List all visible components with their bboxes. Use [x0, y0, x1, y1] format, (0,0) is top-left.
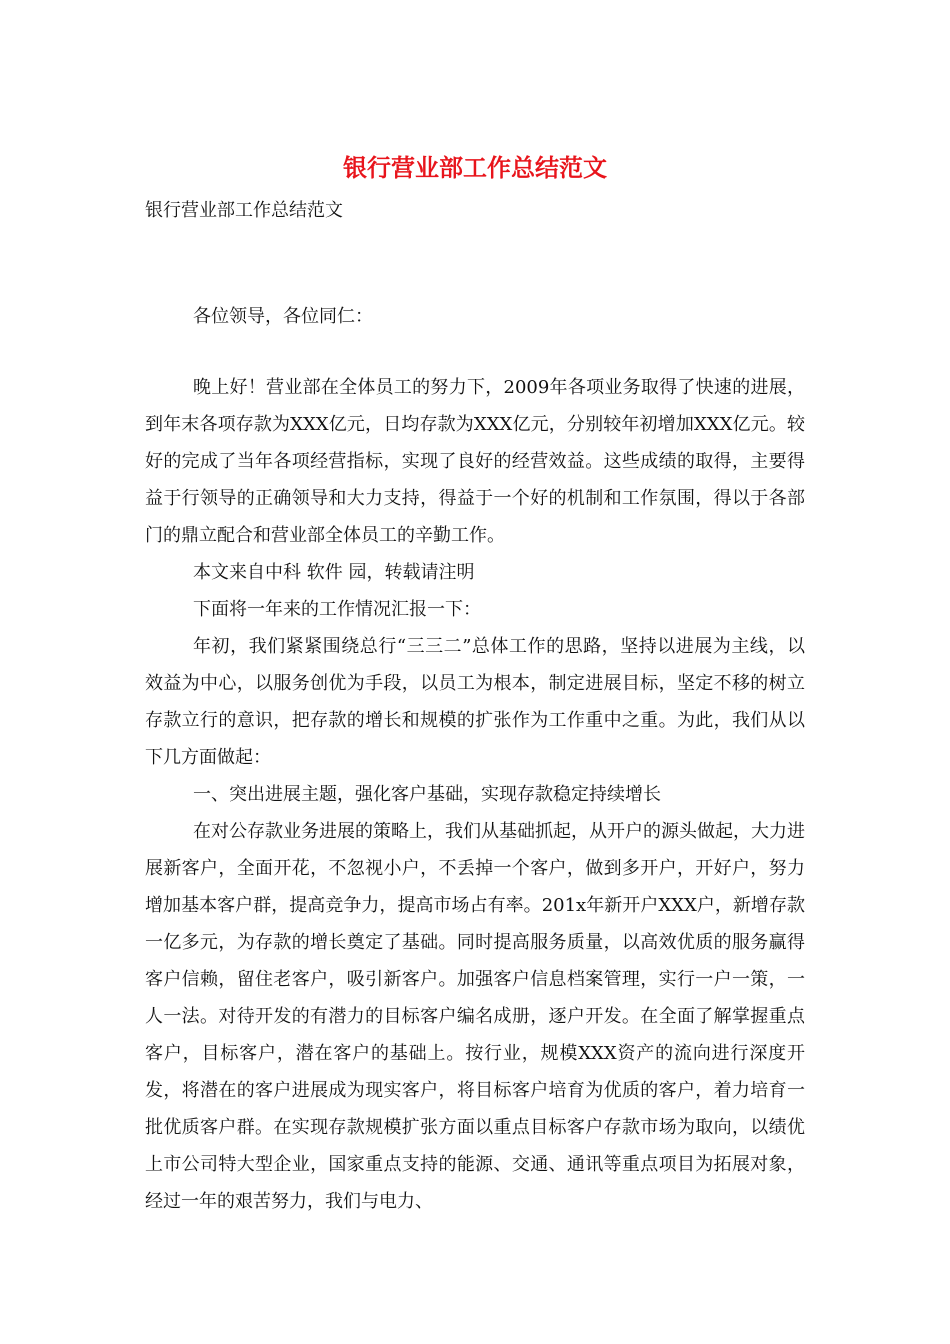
- paragraph-greeting: 各位领导，各位同仁：: [193, 306, 373, 327]
- document-subtitle: 银行营业部工作总结范文: [145, 200, 343, 221]
- document-title: 银行营业部工作总结范文: [343, 153, 607, 182]
- paragraph-source-note: 本文来自中科 软件 园，转载请注明: [193, 562, 475, 583]
- section-heading-1: 一、突出进展主题，强化客户基础，实现存款稳定持续增长: [193, 784, 661, 805]
- paragraph-opening: 晚上好！营业部在全体员工的努力下，2009年各项业务取得了快速的进展，到年末各项存款为XXX亿元，日均存款为XXX亿元，分别较年初增加XXX亿元。较好的完成了当年各项经营指标，实现了良好的经营效益。这些成绩的取得，主要得益于行领导的正确领导和大力支持，得益于一个好的机制和工作氛围，得以于各部门的鼎立配合和营业部全体员工的辛勤工作。: [145, 377, 805, 546]
- paragraph-report-intro: 下面将一年来的工作情况汇报一下：: [193, 599, 481, 620]
- paragraph-strategy: 年初，我们紧紧围绕总行“三三二”总体工作的思路，坚持以进展为主线，以效益为中心，以服务创优为手段，以员工为根本，制定进展目标，坚定不移的树立存款立行的意识，把存款的增长和规模的扩张作为工作重中之重。为此，我们从以下几方面做起：: [145, 636, 805, 768]
- document-body: [145, 298, 805, 1220]
- paragraph-deposit-business: 在对公存款业务进展的策略上，我们从基础抓起，从开户的源头做起，大力进展新客户，全面开花，不忽视小户，不丢掉一个客户，做到多开户，开好户，努力增加基本客户群，提高竞争力，提高市场占有率。201x年新开户XXX户，新增存款一亿多元，为存款的增长奠定了基础。同时提高服务质量，以高效优质的服务赢得客户信赖，留住老客户，吸引新客户。加强客户信息档案管理，实行一户一策，一人一法。对待开发的有潜力的目标客户编名成册，逐户开发。在全面了解掌握重点客户，目标客户，潜在客户的基础上。按行业，规模XXX资产的流向进行深度开发，将潜在的客户进展成为现实客户，将目标客户培育为优质的客户，着力培育一批优质客户群。在实现存款规模扩张方面以重点目标客户存款市场为取向，以绩优上市公司特大型企业，国家重点支持的能源、交通、通讯等重点项目为拓展对象，经过一年的艰苦努力，我们与电力、: [145, 821, 805, 1212]
